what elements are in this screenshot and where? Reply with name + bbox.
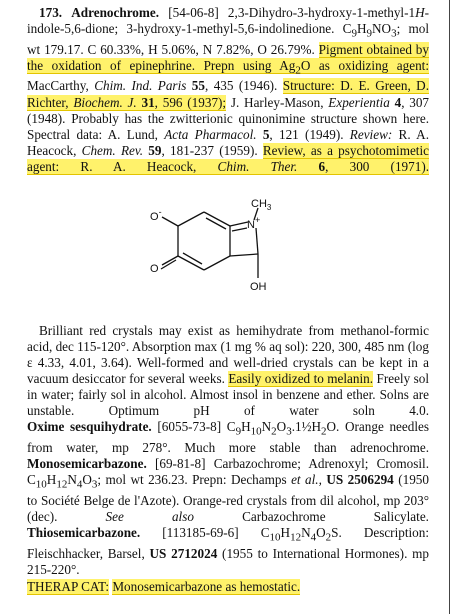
oxime-paragraph: Oxime sesquihydrate. [6055-73-8] $C_9H_{10}N_2O_3.1\frac{1}{2}H_2O$. Orange needles from water, mp 278°. Much more stable than adrenochrome. bbox=[27, 419, 430, 455]
entry-number: 173. bbox=[39, 5, 63, 20]
properties-and-derivatives bbox=[27, 323, 429, 595]
oxide-label: O- bbox=[150, 207, 162, 223]
highlight-structure-ref: D. E. Green, D. Richter, Biochem. J. 31, 596 (1937); bbox=[27, 78, 429, 110]
methyl-label: $CH_3$ bbox=[251, 198, 272, 212]
highlight-structure-label: Structure: bbox=[282, 78, 335, 94]
monosemicarbazone-paragraph: Monosemicarbazone. [69-81-8] Carbazochrome; Adrenoxyl; Cromosil. $C_{10}H_{12}N_4O_3$; mol wt 236.23. Prepn: Dechamps et al., US 2506294 (1950 to Société Belge de l'Azote). Orange-red crystals from dil alcohol, mp 203° (dec). See also Carbazochrome Salicylate. bbox=[27, 456, 429, 524]
therapeutic-category bbox=[27, 579, 429, 595]
adrenochrome-entry: 173. Adrenochrome. [54-06-8] 2,3-Dihydro-3-hydroxy-1-methyl-1H-indole-5,6-dione; 3-hydroxy-1-methyl-5,6-indolinedione. $C_9H_9NO_3$; mol wt 179.17. C 60.33%, H 5.06%, N 7.82%, O 26.79%. Pigment obtained by the oxidation of epinephrine. Prepn using $Ag_2O$ as oxidizing agent: MacCarthy, Chim. Ind. Paris 55, 435 (1946). Structure: D. E. Green, D. Richter, Biochem. J. 31, 596 (1937); J. Harley-Mason, Experientia 4, 307 (1948). Probably has the zwitterionic quinonimine structure shown here. Spectral data: A. Lund, Acta Pharmacol. 5, 121 (1949). Review: R. A. Heacock, Chem. Rev. 59, 181-237 (1959). Review, as a psychotomimetic agent: R. A. Heacock, Chim. Ther. 6, 300 (1971). bbox=[27, 5, 430, 174]
highlight-pigment: Pigment obtained by the oxidation of epinephrine. Prepn using $Ag_2O$ as oxidizing agent: bbox=[27, 41, 430, 77]
structure-bonds bbox=[161, 208, 261, 278]
properties-paragraph: Brilliant red crystals may exist as hemihydrate from methanol-formic acid, dec 115-120°. Absorption max (1 mg % aq sol): 220, 300, 485 nm (log ε 4.33, 4.01, 3.64). Well-formed and well-dried crystals can be kept in a vacuum desiccator for several weeks. Easily oxidized to melanin. Freely sol in water; fairly sol in alcohol. Almost insol in benzene and ether. Solns are unstable. Optimum pH of water soln 4.0. bbox=[27, 323, 430, 419]
thiosemicarbazone-paragraph: Thiosemicarbazone. [113185-69-6] $C_{10}H_{12}N_4O_2S$. Description: Fleischhacker, Barsel, US 2712024 (1955 to International Hormones). mp 215-220°. bbox=[27, 524, 430, 577]
highlight-melanin: Easily oxidized to melanin. bbox=[228, 371, 374, 387]
cas-number: [54-06-8] bbox=[168, 5, 219, 20]
highlight-psychotomimetic-review: Review, as a psychotomimetic agent: R. A. Heacock, Chim. Ther. 6, 300 (1971). bbox=[27, 142, 430, 174]
hydroxyl-label: OH bbox=[250, 281, 267, 293]
adrenochrome-structure-diagram bbox=[130, 198, 300, 310]
nitrogen-label: N+ bbox=[247, 215, 261, 231]
carbonyl-oxygen-label: O bbox=[150, 263, 159, 275]
therap-cat-value: Monosemicarbazone as hemostatic. bbox=[112, 578, 301, 594]
therap-cat-label: THERAP CAT: bbox=[27, 578, 110, 594]
entry-title: Adrenochrome. bbox=[71, 5, 160, 20]
